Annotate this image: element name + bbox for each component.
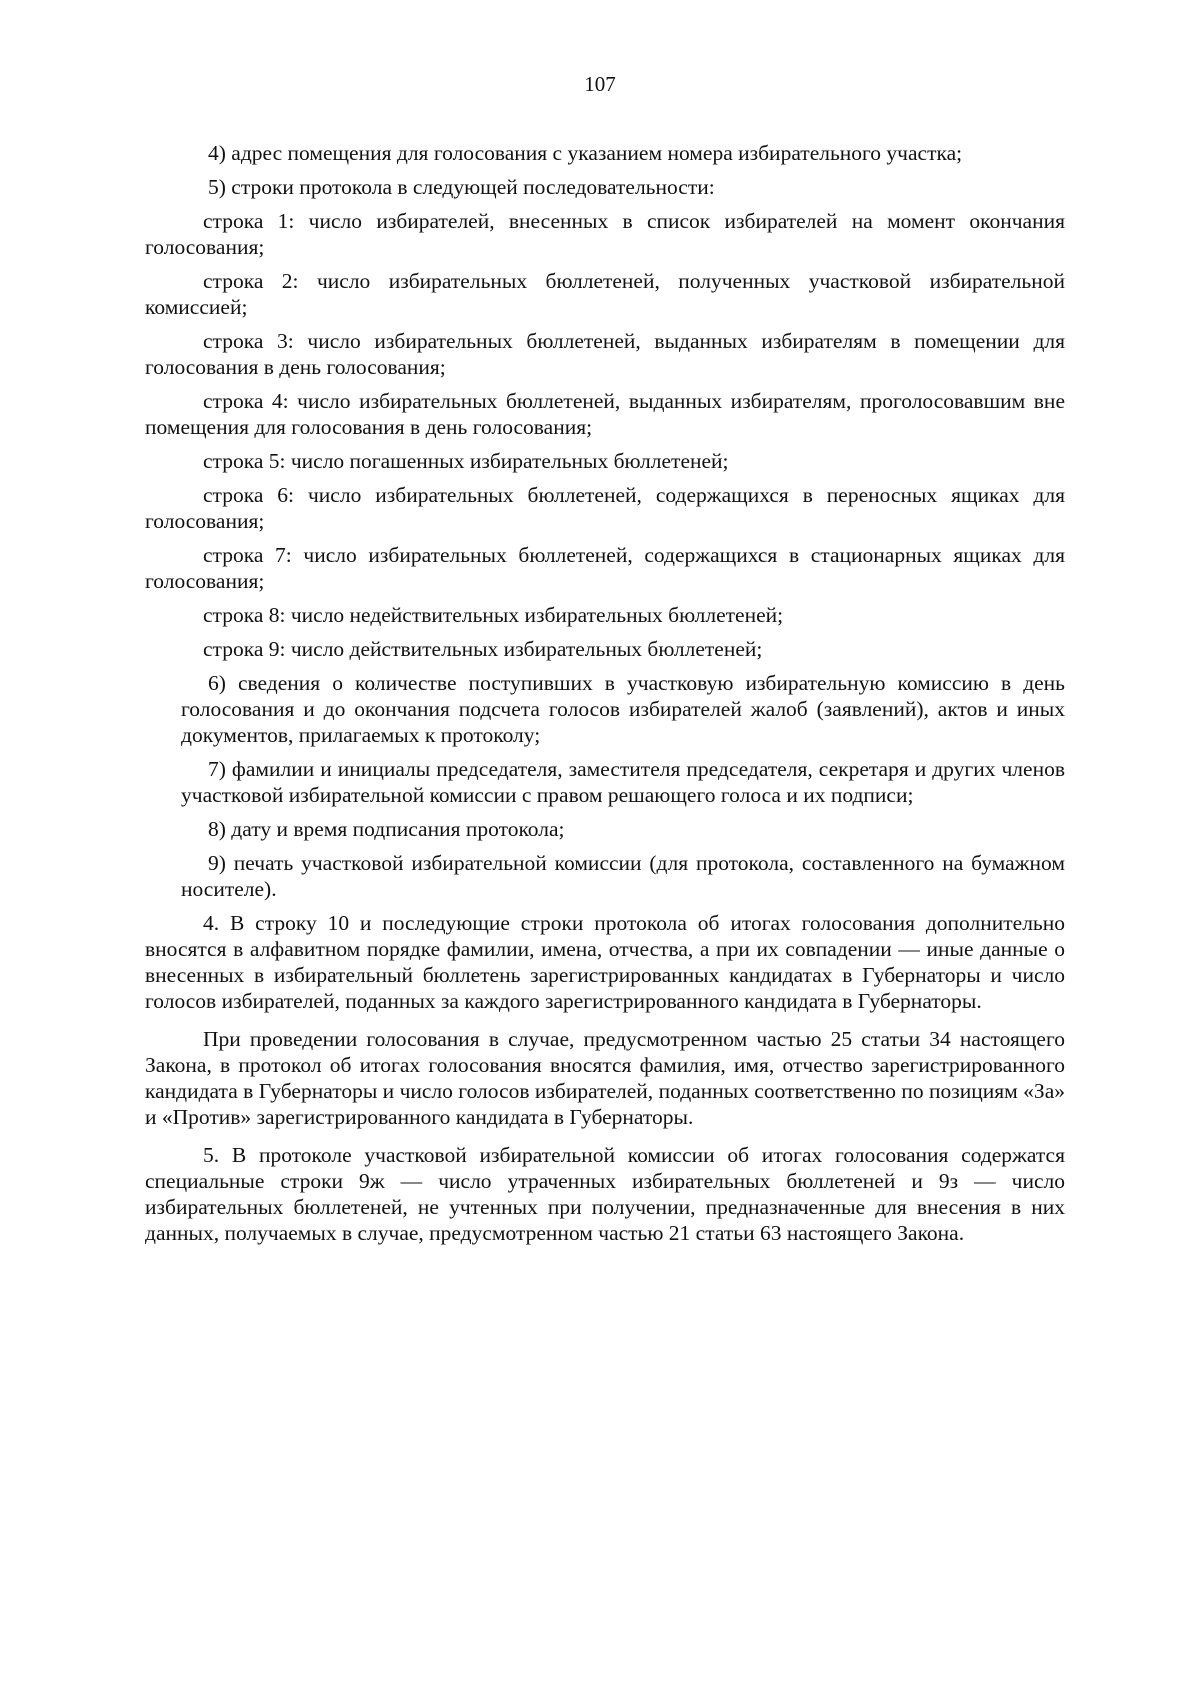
document-body xyxy=(145,140,1065,1258)
list-item-6-complaints: 6) сведения о количестве поступивших в участковую избирательную комиссию в день голосования и до окончания подсчета голосов избирателей жалоб (заявлений), актов и иных документов, прилагаемых к протоколу; xyxy=(181,671,1065,747)
protocol-row-1: строка 1: число избирателей, внесенных в список избирателей на момент окончания голосования; xyxy=(145,209,1065,259)
list-item-4-address: 4) адрес помещения для голосования с указанием номера избирательного участка; xyxy=(208,141,963,165)
paragraph-4: 4. В строку 10 и последующие строки протокола об итогах голосования дополнительно вносятся в алфавитном порядке фамилии, имена, отчества, а при их совпадении — иные данные о внесенных в избирательный бюллетень зарегистрированных кандидатах в Губернаторы и число голосов избирателей, поданных за каждого зарегистрированного кандидата в Губернаторы. xyxy=(145,911,1065,1013)
page-number: 107 xyxy=(584,72,616,96)
protocol-row-3: строка 3: число избирательных бюллетеней, выданных избирателям в помещении для голосования в день голосования; xyxy=(145,329,1065,379)
list-item-7-signatures: 7) фамилии и инициалы председателя, заместителя председателя, секретаря и других членов участковой избирательной комиссии с правом решающего голоса и их подписи; xyxy=(181,757,1065,807)
list-item-5-protocol-rows: 5) строки протокола в следующей последовательности: xyxy=(208,175,715,199)
protocol-row-6: строка 6: число избирательных бюллетеней, содержащихся в переносных ящиках для голосования; xyxy=(145,483,1065,533)
protocol-row-9: строка 9: число действительных избирательных бюллетеней; xyxy=(203,637,763,661)
list-item-9-stamp: 9) печать участковой избирательной комиссии (для протокола, составленного на бумажном носителе). xyxy=(181,851,1065,901)
protocol-row-7: строка 7: число избирательных бюллетеней, содержащихся в стационарных ящиках для голосования; xyxy=(145,543,1065,593)
protocol-row-4: строка 4: число избирательных бюллетеней, выданных избирателям, проголосовавшим вне помещения для голосования в день голосования; xyxy=(145,389,1065,439)
list-item-8-date-time: 8) дату и время подписания протокола; xyxy=(208,817,565,841)
protocol-row-2: строка 2: число избирательных бюллетеней, полученных участковой избирательной комиссией; xyxy=(145,269,1065,319)
paragraph-5: 5. В протоколе участковой избирательной комиссии об итогах голосования содержатся специальные строки 9ж — число утраченных избирательных бюллетеней и 9з — число избирательных бюллетеней, не учтенных при получении, предназначенные для внесения в них данных, получаемых в случае, предусмотренном частью 21 статьи 63 настоящего Закона. xyxy=(145,1143,1065,1245)
protocol-row-5: строка 5: число погашенных избирательных бюллетеней; xyxy=(203,449,729,473)
protocol-row-8: строка 8: число недействительных избирательных бюллетеней; xyxy=(203,603,784,627)
paragraph-4-continued: При проведении голосования в случае, предусмотренном частью 25 статьи 34 настоящего Закона, в протокол об итогах голосования вносятся фамилия, имя, отчество зарегистрированного кандидата в Губернаторы и число голосов избирателей, поданных соответственно по позициям «За» и «Против» зарегистрированного кандидата в Губернаторы. xyxy=(145,1027,1065,1129)
